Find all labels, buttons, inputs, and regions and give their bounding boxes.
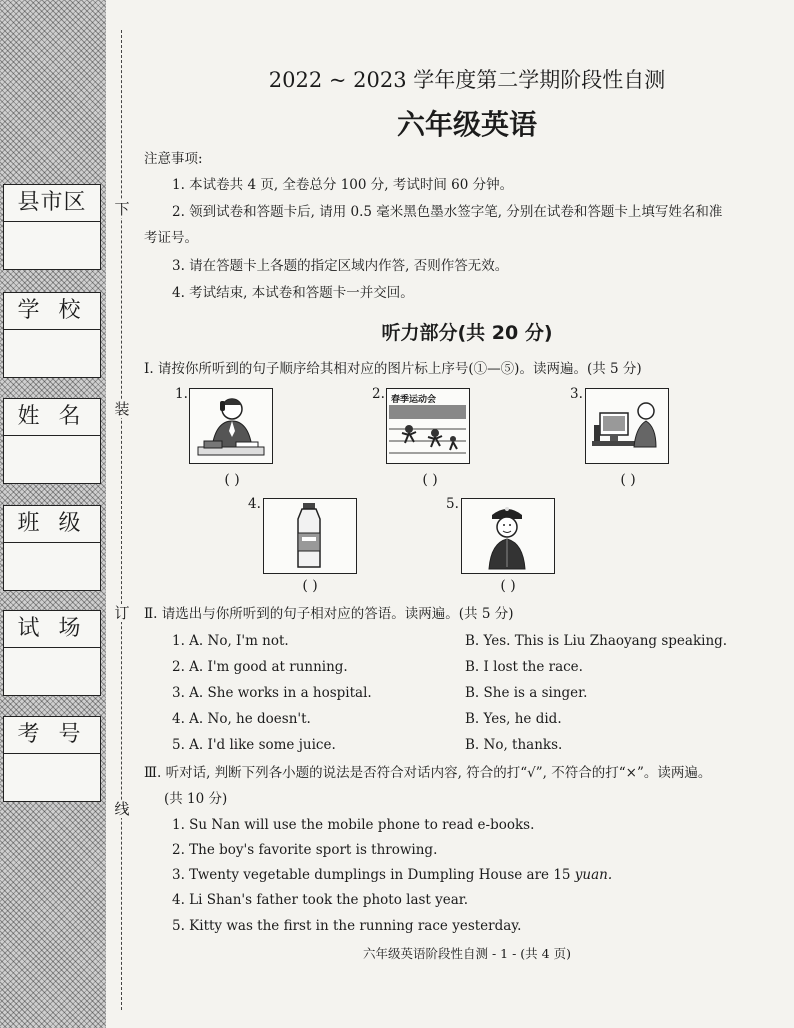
field-name-label: 姓 名 xyxy=(4,399,100,436)
field-name xyxy=(3,398,101,484)
part3-instruction: Ⅲ. 听对话, 判断下列各小题的说法是否符合对话内容, 符合的打“√”, 不符合的打“×”。读两遍。 xyxy=(144,765,712,781)
water-bottle-icon xyxy=(264,499,355,572)
note-2-cont: 考证号。 xyxy=(144,230,198,246)
field-exam-room xyxy=(3,610,101,696)
pic5-answer-blank[interactable]: ( ) xyxy=(500,578,516,594)
field-county-label: 县市区 xyxy=(4,185,100,222)
field-class xyxy=(3,505,101,591)
pic1-number: 1. xyxy=(175,386,188,402)
police-officer-icon xyxy=(462,499,553,572)
note-3: 3. 请在答题卡上各题的指定区域内作答, 否则作答无效。 xyxy=(172,258,509,274)
field-exam-number xyxy=(3,716,101,802)
part3-item-4: 4. Li Shan's father took the photo last year. xyxy=(172,892,469,908)
notes-heading: 注意事项: xyxy=(144,151,203,167)
part2-q1-option-a[interactable]: 1. A. No, I'm not. xyxy=(172,633,289,649)
part2-q5-option-b[interactable]: B. No, thanks. xyxy=(465,737,563,753)
part2-q2-option-b[interactable]: B. I lost the race. xyxy=(465,659,583,675)
field-county xyxy=(3,184,101,270)
binding-mark-zhuang: 装 xyxy=(112,400,132,418)
field-exam-number-label: 考 号 xyxy=(4,717,100,754)
pic5-frame xyxy=(461,498,555,574)
field-exam-room-label: 试 场 xyxy=(4,611,100,648)
field-county-input[interactable] xyxy=(4,222,100,270)
part2-q3-option-a[interactable]: 3. A. She works in a hospital. xyxy=(172,685,372,701)
note-4: 4. 考试结束, 本试卷和答题卡一并交回。 xyxy=(172,285,414,301)
pic5-number: 5. xyxy=(446,496,459,512)
part2-instruction: Ⅱ. 请选出与你所听到的句子相对应的答语。读两遍。(共 5 分) xyxy=(144,606,514,622)
listening-section-title: 听力部分(共 20 分) xyxy=(381,322,553,344)
part3-points: (共 10 分) xyxy=(164,791,228,807)
field-class-input[interactable] xyxy=(4,543,100,591)
field-class-label: 班 级 xyxy=(4,506,100,543)
part2-q5-option-a[interactable]: 5. A. I'd like some juice. xyxy=(172,737,336,753)
pic3-frame xyxy=(585,388,669,464)
pic3-number: 3. xyxy=(570,386,583,402)
part3-item-3-text: 3. Twenty vegetable dumplings in Dumpling House are 15 xyxy=(172,867,575,883)
pic2-frame xyxy=(386,388,470,464)
pic4-number: 4. xyxy=(248,496,261,512)
field-exam-room-input[interactable] xyxy=(4,648,100,696)
part2-q4-option-a[interactable]: 4. A. No, he doesn't. xyxy=(172,711,311,727)
field-school xyxy=(3,292,101,378)
field-name-input[interactable] xyxy=(4,436,100,484)
binding-mark-ding: 订 xyxy=(112,604,132,622)
part3-item-3 xyxy=(172,866,612,884)
binding-cut-line xyxy=(121,30,122,1010)
exam-title: 2022 ~ 2023 学年度第二学期阶段性自测 xyxy=(268,68,666,92)
pic2-caption: 春季运动会 xyxy=(391,395,437,405)
part3-item-2: 2. The boy's favorite sport is throwing. xyxy=(172,842,438,858)
part2-q3-option-b[interactable]: B. She is a singer. xyxy=(465,685,588,701)
exam-subject: 六年级英语 xyxy=(396,108,537,141)
part3-item-5: 5. Kitty was the first in the running race yesterday. xyxy=(172,918,522,934)
pic1-frame xyxy=(189,388,273,464)
part2-q4-option-b[interactable]: B. Yes, he did. xyxy=(465,711,562,727)
pic2-answer-blank[interactable]: ( ) xyxy=(422,472,438,488)
part3-item-3-unit: yuan. xyxy=(574,867,613,883)
pic1-answer-blank[interactable]: ( ) xyxy=(224,472,240,488)
note-2: 2. 领到试卷和答题卡后, 请用 0.5 毫米黑色墨水签字笔, 分别在试卷和答题卡上填写姓名和准 xyxy=(172,204,723,220)
girl-computer-icon xyxy=(586,389,667,462)
binding-mark-xian: 线 xyxy=(112,800,132,818)
man-on-phone-icon xyxy=(190,389,271,462)
part2-q2-option-a[interactable]: 2. A. I'm good at running. xyxy=(172,659,348,675)
page-footer: 六年级英语阶段性自测 - 1 - (共 4 页) xyxy=(363,946,571,961)
part1-instruction: Ⅰ. 请按你所听到的句子顺序给其相对应的图片标上序号(①—⑤)。读两遍。(共 5 分) xyxy=(144,361,642,377)
part3-item-1: 1. Su Nan will use the mobile phone to read e-books. xyxy=(172,817,535,833)
field-exam-number-input[interactable] xyxy=(4,754,100,802)
field-school-input[interactable] xyxy=(4,330,100,378)
pic3-answer-blank[interactable]: ( ) xyxy=(620,472,636,488)
pic4-frame xyxy=(263,498,357,574)
binding-mark-xia: 下 xyxy=(112,200,132,218)
note-1: 1. 本试卷共 4 页, 全卷总分 100 分, 考试时间 60 分钟。 xyxy=(172,177,514,193)
field-school-label: 学 校 xyxy=(4,293,100,330)
part2-q1-option-b[interactable]: B. Yes. This is Liu Zhaoyang speaking. xyxy=(465,633,728,649)
pic4-answer-blank[interactable]: ( ) xyxy=(302,578,318,594)
pic2-number: 2. xyxy=(372,386,385,402)
